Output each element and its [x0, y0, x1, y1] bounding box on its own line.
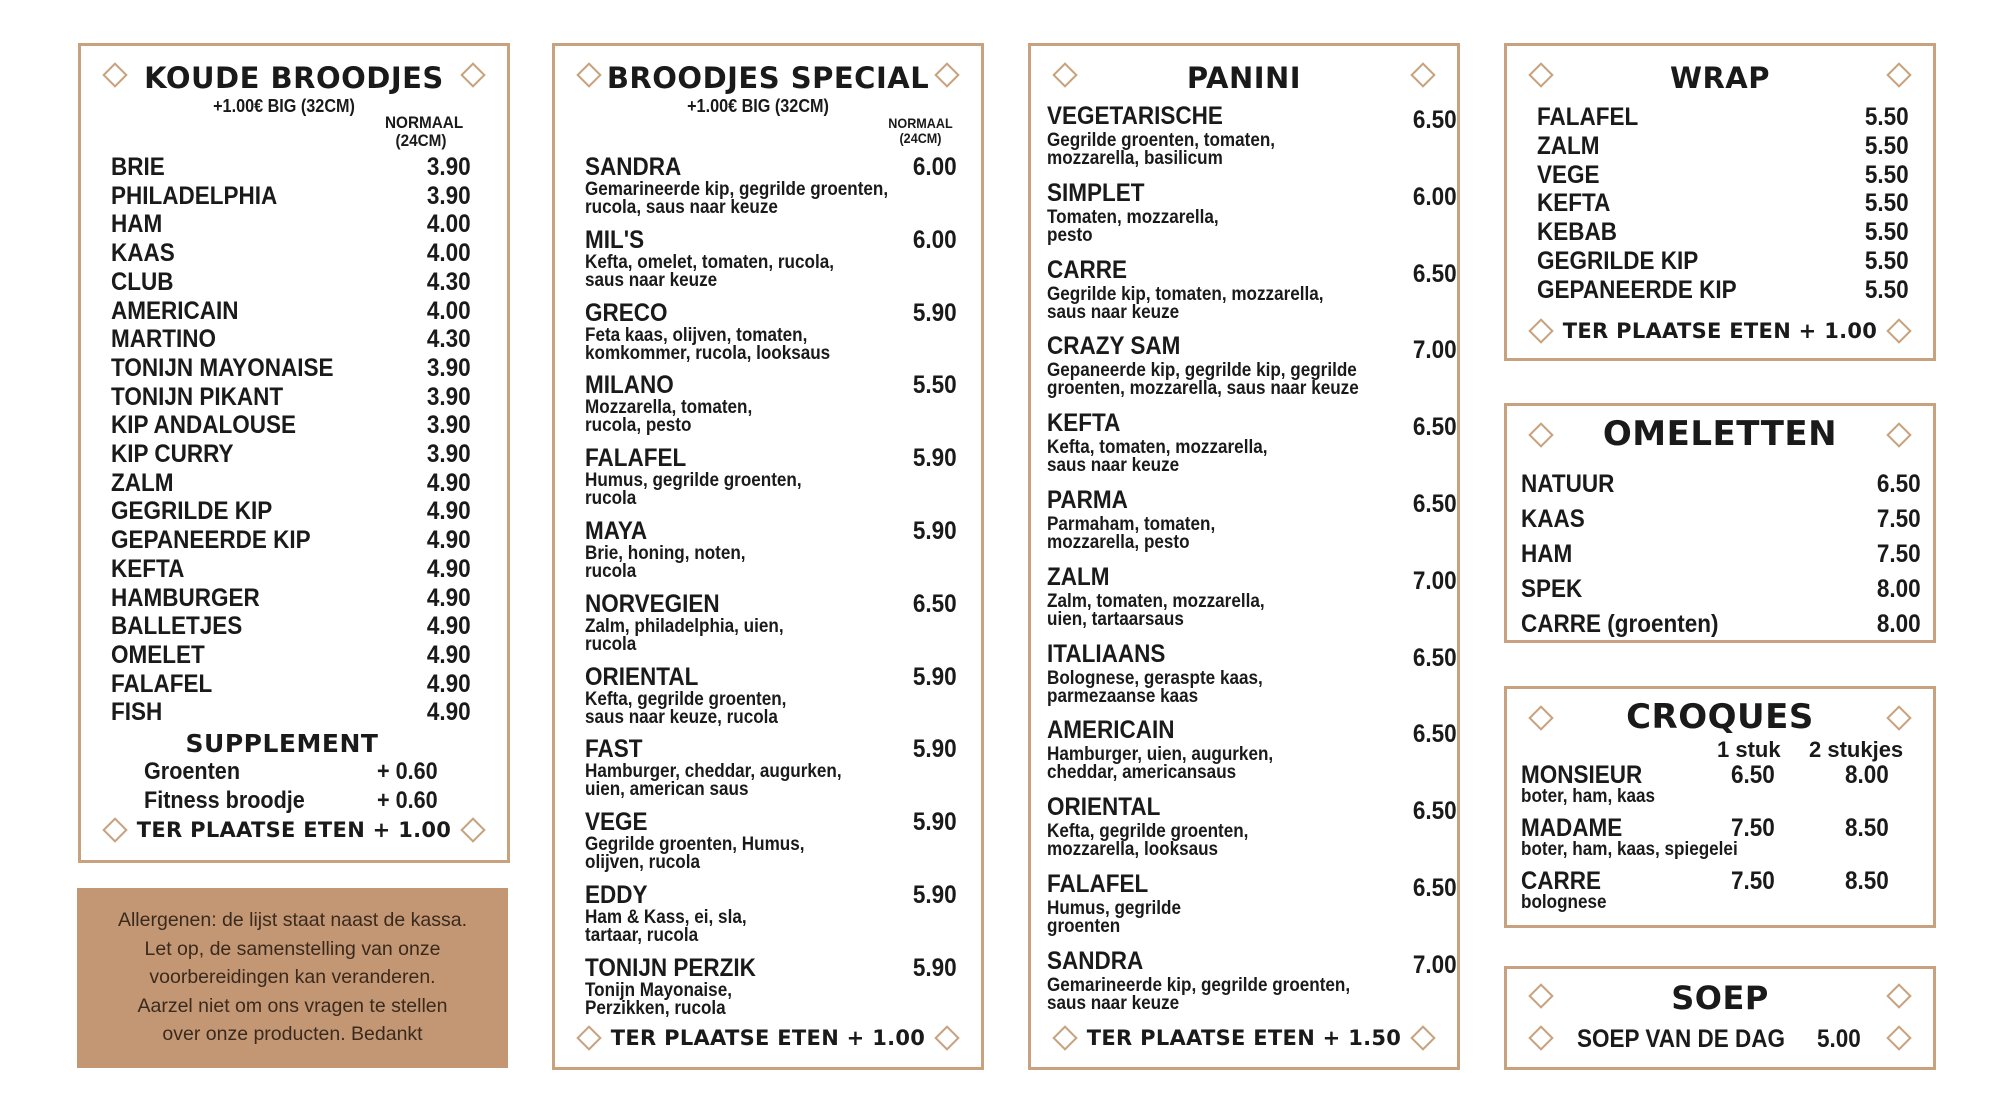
item-name: HAM	[1521, 540, 1573, 568]
item-name: GEPANEERDE KIP	[111, 526, 311, 555]
item-name: FALAFEL	[111, 669, 213, 698]
menu-item	[111, 297, 471, 326]
item-price: 4.90	[427, 698, 471, 727]
allergen-line: Aarzel niet om ons vragen te stellen	[137, 994, 448, 1017]
item-description: Mozzarella, tomaten,	[585, 397, 753, 419]
dine-in-surcharge: TER PLAATSE ETEN + 1.00	[1562, 319, 1878, 343]
item-price: 5.50	[1865, 103, 1909, 131]
item-description: cheddar, americansaus	[1047, 762, 1237, 784]
item-name: ITALIAANS	[1047, 639, 1166, 668]
menu-item	[111, 268, 471, 297]
column-header-normaal	[385, 113, 464, 150]
column-header-1-stuk	[1717, 737, 1781, 763]
big-size-note: +1.00€ BIG (32CM)	[687, 96, 829, 116]
item-description: uien, american saus	[585, 779, 749, 801]
menu-item	[1047, 947, 1457, 1024]
column-header-2-stukjes	[1809, 737, 1903, 763]
item-description: Gegrilde groenten, Humus,	[585, 834, 805, 856]
menu-item	[111, 641, 471, 670]
item-description: Parmaham, tomaten,	[1047, 514, 1216, 535]
item-price: 5.50	[1865, 131, 1909, 160]
item-price: 5.50	[1865, 189, 1909, 218]
menu-item	[111, 698, 471, 727]
item-name: TONIJN PERZIK	[585, 953, 756, 982]
section-title: OMELETTEN	[1602, 414, 1838, 454]
item-name: VEGE	[1537, 160, 1600, 189]
item-price: 4.90	[427, 583, 471, 612]
supplement-price: + 0.60	[377, 787, 438, 814]
item-description: Gegrilde groenten, tomaten,	[1047, 130, 1276, 151]
section-title: KOUDE BROODJES	[144, 61, 444, 95]
item-description: Zalm, philadelphia, uien,	[585, 615, 784, 637]
menu-item	[1047, 716, 1457, 793]
item-price: 6.50	[1413, 106, 1457, 134]
menu-item	[111, 670, 471, 699]
menu-item	[111, 210, 471, 239]
item-name: KEBAB	[1537, 218, 1618, 247]
item-price-2-stukjes: 8.50	[1845, 867, 1889, 895]
panel-soep	[1504, 966, 1936, 1070]
item-name: PHILADELPHIA	[111, 181, 278, 210]
item-price: 5.90	[913, 444, 957, 473]
item-name: SOEP VAN DE DAG	[1577, 1025, 1785, 1053]
section-title: CROQUES	[1626, 697, 1814, 737]
panel-broodjes-special	[552, 43, 984, 1070]
item-price: 5.90	[913, 662, 957, 691]
item-description: mozzarella, pesto	[1047, 532, 1190, 553]
column-header-line: NORMAAL	[385, 113, 464, 132]
item-description: saus naar keuze	[1047, 455, 1180, 477]
panel-wrap	[1504, 43, 1936, 361]
menu-item	[1047, 563, 1457, 640]
item-name: KIP ANDALOUSE	[111, 411, 297, 440]
menu-item	[1521, 505, 1921, 540]
item-name: MARTINO	[111, 325, 216, 354]
menu-item	[1521, 575, 1921, 610]
menu-item	[1537, 132, 1909, 161]
menu-item	[1047, 102, 1457, 179]
item-name: GRECO	[585, 298, 668, 327]
item-description: boter, ham, kaas	[1521, 786, 1656, 807]
item-price: 3.90	[427, 440, 471, 468]
item-description: saus naar keuze, rucola	[585, 706, 778, 728]
allergen-line: Let op, de samenstelling van onze	[144, 937, 441, 960]
item-description: Zalm, tomaten, mozzarella,	[1047, 590, 1265, 612]
menu-item	[111, 239, 471, 268]
item-price: 6.50	[1877, 470, 1921, 498]
item-description: groenten, mozzarella, saus naar keuze	[1047, 378, 1359, 400]
menu-item	[1047, 179, 1457, 256]
item-name: HAM	[111, 210, 163, 239]
menu-item	[585, 808, 957, 881]
item-description: Ham & Kass, ei, sla,	[585, 907, 747, 928]
item-name: KEFTA	[1047, 409, 1121, 438]
item-name: KEFTA	[111, 554, 185, 583]
item-description: mozzarella, looksaus	[1047, 839, 1219, 861]
column-header-line: NORMAAL	[888, 115, 953, 131]
supplement-name: Fitness broodje	[144, 787, 305, 814]
menu-item	[1537, 189, 1909, 218]
item-name: GEPANEERDE KIP	[1537, 275, 1737, 304]
item-name: OMELET	[111, 640, 205, 669]
panel-panini	[1028, 43, 1460, 1070]
menu-item	[111, 555, 471, 584]
menu-item	[1537, 161, 1909, 190]
dine-in-surcharge: TER PLAATSE ETEN + 1.50	[1086, 1026, 1402, 1050]
item-name: SANDRA	[1047, 946, 1144, 975]
menu-item	[1537, 276, 1909, 305]
item-name: FAST	[585, 735, 643, 764]
item-description: rucola, pesto	[585, 415, 692, 437]
item-name: ORIENTAL	[585, 662, 699, 691]
item-price: 6.50	[1413, 490, 1457, 518]
supplement-title: SUPPLEMENT	[185, 729, 379, 758]
item-description: Gepaneerde kip, gegrilde kip, gegrilde	[1047, 360, 1357, 382]
item-name: SPEK	[1521, 575, 1583, 603]
item-name: MAYA	[585, 517, 648, 545]
item-price: 4.30	[427, 267, 471, 296]
diamond-ornament-icon	[1528, 1025, 1553, 1050]
allergen-line: voorbereidingen kan veranderen.	[149, 966, 436, 988]
item-description: Feta kaas, olijven, tomaten,	[585, 324, 808, 346]
menu-item	[1537, 218, 1909, 247]
menu-item	[111, 584, 471, 613]
item-price: 7.50	[1877, 505, 1921, 533]
item-price: 6.00	[913, 225, 957, 254]
item-name: MADAME	[1521, 814, 1623, 842]
menu-item	[1521, 761, 1921, 814]
item-price: 5.50	[1865, 160, 1909, 189]
menu-item	[585, 444, 957, 517]
item-name: CARRE (groenten)	[1521, 610, 1719, 638]
menu-item	[585, 517, 957, 590]
item-price: 7.00	[1413, 336, 1457, 365]
item-description: Tomaten, mozzarella,	[1047, 206, 1219, 228]
item-price: 5.50	[1865, 275, 1909, 304]
item-description: rucola	[585, 561, 637, 582]
section-title: PANINI	[1186, 61, 1302, 95]
item-price: 5.90	[913, 953, 957, 982]
item-price: 5.50	[1865, 218, 1909, 247]
item-name: CARRE	[1047, 255, 1128, 284]
item-price: 4.90	[427, 669, 471, 698]
item-price: 5.90	[913, 298, 957, 327]
item-price-2-stukjes: 8.50	[1845, 814, 1889, 842]
item-name: GEGRILDE KIP	[1537, 247, 1699, 275]
item-price: 6.00	[913, 153, 957, 181]
item-price: 3.90	[427, 382, 471, 411]
item-name: SANDRA	[585, 153, 682, 181]
item-price: 5.90	[913, 735, 957, 764]
item-name: CLUB	[111, 267, 174, 296]
column-header-label: 2 stukjes	[1809, 737, 1904, 762]
item-price: 5.00	[1817, 1025, 1861, 1053]
menu-item	[1537, 247, 1909, 276]
item-price: 4.90	[427, 640, 471, 669]
item-description: Gegrilde kip, tomaten, mozzarella,	[1047, 283, 1324, 305]
item-description: Tonijn Mayonaise,	[585, 979, 732, 1001]
menu-item	[585, 881, 957, 954]
item-name: AMERICAIN	[1047, 716, 1175, 745]
item-description: olijven, rucola	[585, 852, 700, 874]
menu-item	[111, 383, 471, 412]
allergen-line: over onze producten. Bedankt	[162, 1023, 423, 1045]
panel-koude-broodjes	[78, 43, 510, 863]
menu-item	[1047, 870, 1457, 947]
menu-item	[1047, 486, 1457, 563]
item-description: tartaar, rucola	[585, 925, 699, 946]
item-description: Humus, gegrilde groenten,	[585, 470, 802, 492]
menu-item	[111, 411, 471, 440]
item-description: bolognese	[1521, 892, 1607, 913]
item-name: MILANO	[585, 371, 674, 400]
item-description: rucola, saus naar keuze	[585, 197, 778, 218]
item-name: HAMBURGER	[111, 583, 260, 612]
item-price: 5.90	[913, 517, 957, 545]
item-description: uien, tartaarsaus	[1047, 608, 1184, 630]
item-description: pesto	[1047, 224, 1093, 246]
menu-item	[111, 526, 471, 555]
item-price: 6.50	[1413, 259, 1457, 288]
item-price: 4.90	[427, 526, 471, 555]
item-name: CRAZY SAM	[1047, 332, 1181, 361]
dine-in-surcharge: TER PLAATSE ETEN + 1.00	[610, 1026, 926, 1050]
item-name: VEGETARISCHE	[1047, 102, 1223, 130]
menu-item	[1047, 332, 1457, 409]
item-price: 8.00	[1877, 610, 1921, 638]
item-price: 4.90	[427, 554, 471, 583]
item-name: PARMA	[1047, 486, 1128, 514]
item-price: 8.00	[1877, 575, 1921, 603]
menu-item	[111, 354, 471, 383]
item-price: 5.90	[913, 808, 957, 837]
menu-item	[1047, 409, 1457, 486]
item-description: Gemarineerde kip, gegrilde groenten,	[585, 179, 889, 200]
item-price: 6.50	[1413, 797, 1457, 826]
item-description: mozzarella, basilicum	[1047, 148, 1223, 169]
item-description: saus naar keuze	[585, 269, 718, 291]
menu-item	[585, 153, 957, 226]
item-name: TONIJN MAYONAISE	[111, 353, 334, 382]
menu-item	[585, 371, 957, 444]
column-header-normaal	[887, 116, 955, 146]
item-description: boter, ham, kaas, spiegelei	[1521, 839, 1738, 860]
item-description: komkommer, rucola, looksaus	[585, 342, 831, 364]
item-price: 5.90	[913, 881, 957, 909]
item-description: Kefta, gegrilde groenten,	[585, 688, 787, 710]
menu-item	[1047, 640, 1457, 717]
item-description: Kefta, omelet, tomaten, rucola,	[585, 251, 834, 273]
item-price: 6.50	[1413, 720, 1457, 749]
section-title: BROODJES SPECIAL	[606, 61, 930, 95]
item-price: 7.00	[1413, 566, 1457, 595]
section-title: WRAP	[1669, 61, 1771, 95]
menu-item	[1047, 256, 1457, 333]
item-price: 6.00	[1413, 182, 1457, 211]
item-name: FALAFEL	[1047, 870, 1149, 898]
menu-item	[585, 590, 957, 663]
item-price: 3.90	[427, 411, 471, 440]
item-price-1-stuk: 6.50	[1731, 761, 1775, 789]
item-name: MONSIEUR	[1521, 761, 1643, 789]
menu-item	[1047, 793, 1457, 870]
supplement-item	[144, 787, 444, 816]
menu-item	[111, 182, 471, 211]
supplement-price: + 0.60	[377, 758, 438, 785]
item-description: Brie, honing, noten,	[585, 543, 746, 564]
item-name: VEGE	[585, 808, 648, 837]
menu-item	[111, 153, 471, 182]
item-name: ZALM	[1537, 131, 1600, 160]
item-description: saus naar keuze	[1047, 301, 1180, 323]
item-description: Kefta, gegrilde groenten,	[1047, 821, 1249, 843]
item-price: 4.90	[427, 612, 471, 641]
item-name: AMERICAIN	[111, 296, 239, 325]
menu-item	[111, 440, 471, 469]
menu-item	[585, 226, 957, 299]
item-price: 4.90	[427, 497, 471, 526]
item-description: rucola	[585, 633, 637, 655]
menu-item	[111, 497, 471, 526]
menu-item	[1537, 103, 1909, 132]
menu-item	[585, 954, 957, 1027]
item-name: FALAFEL	[585, 444, 687, 473]
item-name: BRIE	[111, 153, 165, 181]
menu-item	[1521, 540, 1921, 575]
item-price: 4.30	[427, 325, 471, 354]
menu-item	[585, 663, 957, 736]
item-description: Humus, gegrilde	[1047, 898, 1181, 919]
item-name: NATUUR	[1521, 470, 1615, 498]
item-price: 7.00	[1413, 950, 1457, 979]
item-name: ZALM	[1047, 562, 1110, 591]
menu-item	[1521, 470, 1921, 505]
supplement-item	[144, 758, 444, 787]
column-header-line: (24CM)	[395, 131, 447, 150]
item-description: Bolognese, geraspte kaas,	[1047, 667, 1263, 689]
item-price: 6.50	[913, 589, 957, 618]
item-name: ORIENTAL	[1047, 793, 1161, 822]
item-name: NORVEGIEN	[585, 589, 720, 618]
menu-item	[1521, 814, 1921, 867]
dine-in-surcharge: TER PLAATSE ETEN + 1.00	[136, 818, 452, 842]
item-description: Gemarineerde kip, gegrilde groenten,	[1047, 974, 1351, 996]
item-name: ZALM	[111, 468, 174, 497]
supplement-name: Groenten	[144, 758, 241, 785]
allergen-notice	[77, 888, 508, 1068]
menu-item	[111, 325, 471, 354]
item-price: 3.90	[427, 181, 471, 210]
item-price: 4.90	[427, 468, 471, 497]
item-description: rucola	[585, 488, 637, 510]
item-name: FALAFEL	[1537, 103, 1639, 131]
panel-omeletten	[1504, 403, 1936, 643]
item-name: KAAS	[1521, 505, 1585, 533]
item-name: TONIJN PIKANT	[111, 382, 284, 411]
item-price: 4.00	[427, 239, 471, 268]
item-name: EDDY	[585, 881, 648, 909]
diamond-ornament-icon	[1886, 1025, 1911, 1050]
item-description: Perzikken, rucola	[585, 997, 726, 1019]
item-price-2-stukjes: 8.00	[1845, 761, 1889, 789]
item-price: 5.50	[913, 371, 957, 400]
section-title: SOEP	[1671, 979, 1769, 1017]
item-description: parmezaanse kaas	[1047, 685, 1199, 707]
menu-item	[585, 299, 957, 372]
item-price: 4.00	[427, 296, 471, 325]
item-price: 6.50	[1413, 643, 1457, 672]
menu-item	[585, 735, 957, 808]
menu-item	[1521, 867, 1921, 920]
item-price: 5.50	[1865, 247, 1909, 275]
item-description: Kefta, tomaten, mozzarella,	[1047, 437, 1268, 459]
item-price-1-stuk: 7.50	[1731, 814, 1775, 842]
item-name: FISH	[111, 698, 163, 727]
item-price: 6.50	[1413, 413, 1457, 442]
column-header-label: 1 stuk	[1717, 737, 1781, 762]
item-price: 3.90	[427, 353, 471, 382]
item-price-1-stuk: 7.50	[1731, 867, 1775, 895]
menu-item	[111, 612, 471, 641]
item-name: KIP CURRY	[111, 440, 234, 468]
panel-croques	[1504, 686, 1936, 928]
item-name: SIMPLET	[1047, 178, 1145, 207]
allergen-line: Allergenen: de lijst staat naast de kassa.	[117, 909, 468, 931]
item-name: KEFTA	[1537, 189, 1611, 218]
big-size-note: +1.00€ BIG (32CM)	[213, 96, 355, 116]
item-description: groenten	[1047, 916, 1121, 937]
item-description: saus naar keuze	[1047, 992, 1180, 1014]
item-name: MIL'S	[585, 225, 645, 254]
item-name: GEGRILDE KIP	[111, 497, 273, 526]
menu-item	[1521, 610, 1921, 645]
item-description: Hamburger, uien, augurken,	[1047, 744, 1274, 766]
item-price: 4.00	[427, 210, 471, 239]
column-header-line: (24CM)	[899, 130, 942, 146]
item-description: Hamburger, cheddar, augurken,	[585, 761, 842, 783]
item-price: 6.50	[1413, 874, 1457, 902]
item-name: KAAS	[111, 239, 175, 268]
item-name: BALLETJES	[111, 612, 243, 641]
item-price: 3.90	[427, 153, 471, 181]
menu-item	[111, 469, 471, 498]
item-price: 7.50	[1877, 540, 1921, 568]
item-name: CARRE	[1521, 867, 1602, 895]
